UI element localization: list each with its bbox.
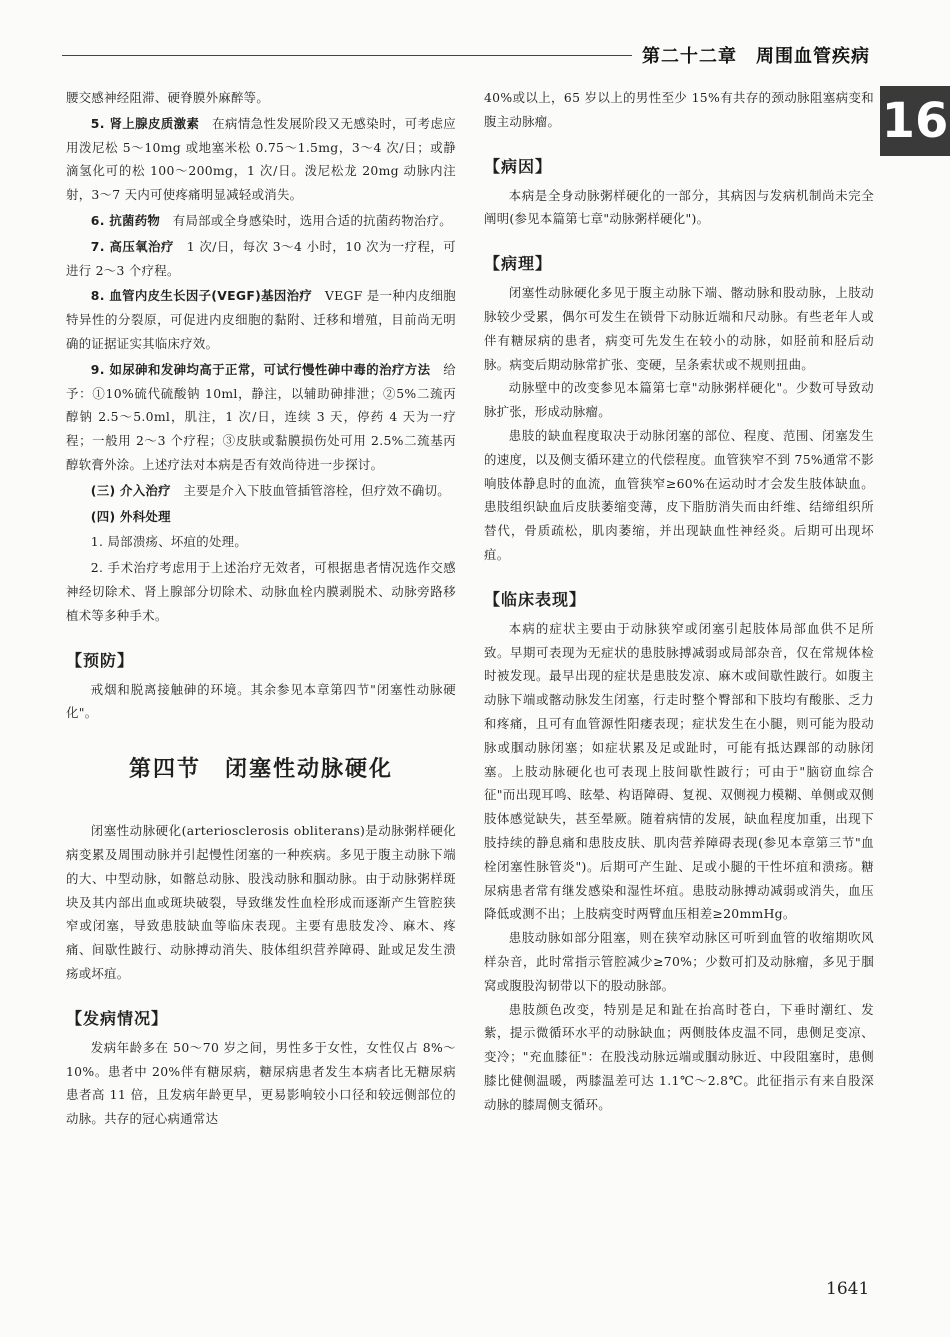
treatment-item-5 bbox=[66, 112, 456, 207]
clinical-paragraph-3: 患肢颜色改变，特别是足和趾在抬高时苍白，下垂时潮红、发紫，提示微循环水平的动脉缺血；两侧肢体皮温不同，患侧足变凉、变冷；"充血膝征"：在股浅动脉远端或腘动脉近、中段阻塞时，患侧膝比健侧温暖，两膝温差可达 1.1℃～2.8℃。此征指示有来自股深动脉的膝周侧支循环。 bbox=[484, 1001, 874, 1112]
treatment-item-8 bbox=[66, 284, 456, 355]
surgical-heading: (四) 外科处理 bbox=[90, 508, 171, 524]
item-heading: (三) 介入治疗 bbox=[90, 482, 171, 498]
right-column bbox=[484, 86, 874, 1116]
incidence-text: 发病年龄多在 50～70 岁之间，男性多于女性，女性仅占 8%～10%。患者中 20%伴有糖尿病，糖尿病患者发生本病者比无糖尿病患者高 11 倍，且发病年龄更早，更易影响较小口径和较远侧部位的动脉。共存的冠心病通常达 bbox=[66, 1039, 456, 1127]
prevention-text: 戒烟和脱离接触砷的环境。其余参见本章第四节"闭塞性动脉硬化"。 bbox=[66, 681, 456, 721]
interventional-treatment bbox=[66, 479, 456, 503]
continued-paragraph: 40%或以上，65 岁以上的男性至少 15%有共存的颈动脉阻塞病变和腹主动脉瘤。 bbox=[484, 90, 874, 129]
pathology-heading: 【病理】 bbox=[484, 254, 553, 274]
running-header bbox=[62, 36, 870, 66]
section-title: 第四节 闭塞性动脉硬化 bbox=[128, 757, 393, 783]
item-text: 在病情急性发展阶段又无感染时，可考虑应用泼尼松 5～10mg 或地塞米松 0.75～1.5mg，3～4 次/日；或静滴氢化可的松 100～200mg，1 次/日。泼尼松龙 20mg 动脉内注射，3～7 天内可使疼痛明显减轻或消失。 bbox=[66, 115, 456, 203]
item-text: 给予：①10%硫代硫酸钠 10ml，静注，以辅助砷排泄；②5%二巯丙醇钠 2.5～5.0ml，肌注，1 次/日，连续 3 天，停药 4 天为一疗程；一般用 2～3 个疗程；③皮肤或黏膜损伤处可用 2.5%二巯基丙醇软膏外涂。上述疗法对本病是否有效尚待进一步探讨。 bbox=[66, 361, 456, 472]
etiology-heading: 【病因】 bbox=[484, 156, 553, 176]
chapter-title: 第二十二章 周围血管疾病 bbox=[642, 46, 870, 67]
prevention-heading: 【预防】 bbox=[66, 650, 135, 670]
pathology-paragraph-1: 闭塞性动脉硬化多见于腹主动脉下端、髂动脉和股动脉，上肢动脉较少受累，偶尔可发生在锁骨下动脉近端和尺动脉。有些老年人或伴有糖尿病的患者，病变可先发生在较小的动脉，如胫前和胫后动脉。病变后期动脉常扩张、变硬，呈条索状或不规则扭曲。 bbox=[484, 285, 874, 372]
item-text: VEGF 是一种内皮细胞特异性的分裂原，可促进内皮细胞的黏附、迁移和增殖，目前尚无明确的证据证实其临床疗效。 bbox=[66, 288, 456, 351]
treatment-item-7 bbox=[66, 235, 456, 283]
header-rule bbox=[62, 55, 632, 56]
clinical-heading: 【临床表现】 bbox=[484, 589, 587, 609]
item-heading: 7. 高压氧治疗 bbox=[90, 238, 174, 254]
surgical-item-2: 2. 手术治疗考虑用于上述治疗无效者，可根据患者情况选作交感神经切除术、肾上腺部分切除术、动脉血栓内膜剥脱术、动脉旁路移植术等多种手术。 bbox=[66, 560, 456, 623]
treatment-item-9 bbox=[66, 358, 456, 477]
surgical-item-1: 1. 局部溃疡、坏疽的处理。 bbox=[90, 534, 248, 550]
item-text: 1 次/日，每次 3～4 小时，10 次为一疗程，可进行 2～3 个疗程。 bbox=[66, 238, 456, 278]
item-text: 主要是介入下肢血管插管溶栓，但疗效不确切。 bbox=[170, 482, 450, 498]
paragraph: 腰交感神经阻滞、硬脊膜外麻醉等。 bbox=[66, 90, 270, 105]
clinical-paragraph-1: 本病的症状主要由于动脉狭窄或闭塞引起肢体局部血供不足所致。早期可表现为无症状的患肢脉搏减弱或局部杂音，仅在常规体检时被发现。最早出现的症状是患肢发凉、麻木或间歇性跛行。如腹主动脉下端或髂动脉发生闭塞，行走时整个臀部和下肢均有酸胀、乏力和疼痛，且可有血管源性阳痿表现；症状发生在小腿，则可能为股动脉或腘动脉闭塞；如症状累及足或趾时，可能有抵达踝部的动脉闭塞。上肢动脉硬化也可表现上肢间歇性跛行；可由于"脑窃血综合征"而出现耳鸣、眩晕、构语障碍、复视、双侧视力模糊、单侧或双侧肢体感觉缺失，甚至晕厥。随着病情的发展，缺血程度加重，出现下肢持续的静息痛和患肢皮肤、肌肉营养障碍表现(参见本章第三节"血栓闭塞性脉管炎")。后期可产生趾、足或小腿的干性坏疽和溃疡。糖尿病患者常有继发感染和湿性坏疽。患肢动脉搏动减弱或消失，血压降低或测不出；上肢病变时两臂血压相差≥20mmHg。 bbox=[484, 620, 874, 922]
left-column bbox=[66, 86, 456, 1131]
item-heading: 9. 如尿砷和发砷均高于正常，可试行慢性砷中毒的治疗方法 bbox=[90, 361, 431, 377]
item-heading: 8. 血管内皮生长因子(VEGF)基因治疗 bbox=[90, 288, 313, 304]
clinical-paragraph-2: 患肢动脉如部分阻塞，则在狭窄动脉区可听到血管的收缩期吹风样杂音，此时常指示管腔减少≥70%；少数可扪及动脉瘤，多见于腘窝或腹股沟韧带以下的股动脉部。 bbox=[484, 930, 874, 993]
etiology-text: 本病是全身动脉粥样硬化的一部分，其病因与发病机制尚未完全阐明(参见本篇第七章"动脉粥样硬化")。 bbox=[484, 187, 874, 227]
intro-paragraph: 闭塞性动脉硬化(arteriosclerosis obliterans)是动脉粥样硬化病变累及周围动脉并引起慢性闭塞的一种疾病。多见于腹主动脉下端的大、中型动脉，如髂总动脉、股浅动脉和腘动脉。由于动脉粥样斑块及其内部出血或斑块破裂，导致继发性血栓形成而逐渐产生管腔狭窄或闭塞，导致患肢缺血等临床表现。主要有患肢发冷、麻木、疼痛、间歇性跛行、动脉搏动消失、肢体组织营养障碍、趾或足发生溃疡或坏疽。 bbox=[66, 823, 456, 981]
chapter-tab: 16 bbox=[880, 86, 950, 156]
pathology-paragraph-3: 患肢的缺血程度取决于动脉闭塞的部位、程度、范围、闭塞发生的速度，以及侧支循环建立的代偿程度。血管狭窄不到 75%通常不影响肢体静息时的血流，血管狭窄≥60%在运动时才会发生肢体缺血。患肢组织缺血后皮肤萎缩变薄，皮下脂肪消失而由纤维、结缔组织所替代，骨质疏松，肌肉萎缩，并出现缺血性神经炎。后期可出现坏疽。 bbox=[484, 427, 874, 562]
item-heading: 6. 抗菌药物 bbox=[90, 212, 161, 228]
page-number: 1641 bbox=[826, 1279, 870, 1299]
item-text: 有局部或全身感染时，选用合适的抗菌药物治疗。 bbox=[160, 212, 452, 228]
pathology-paragraph-2: 动脉壁中的改变参见本篇第七章"动脉粥样硬化"。少数可导致动脉扩张，形成动脉瘤。 bbox=[484, 380, 874, 420]
treatment-item-6 bbox=[66, 209, 456, 233]
incidence-heading: 【发病情况】 bbox=[66, 1008, 169, 1028]
item-heading: 5. 肾上腺皮质激素 bbox=[90, 115, 200, 131]
